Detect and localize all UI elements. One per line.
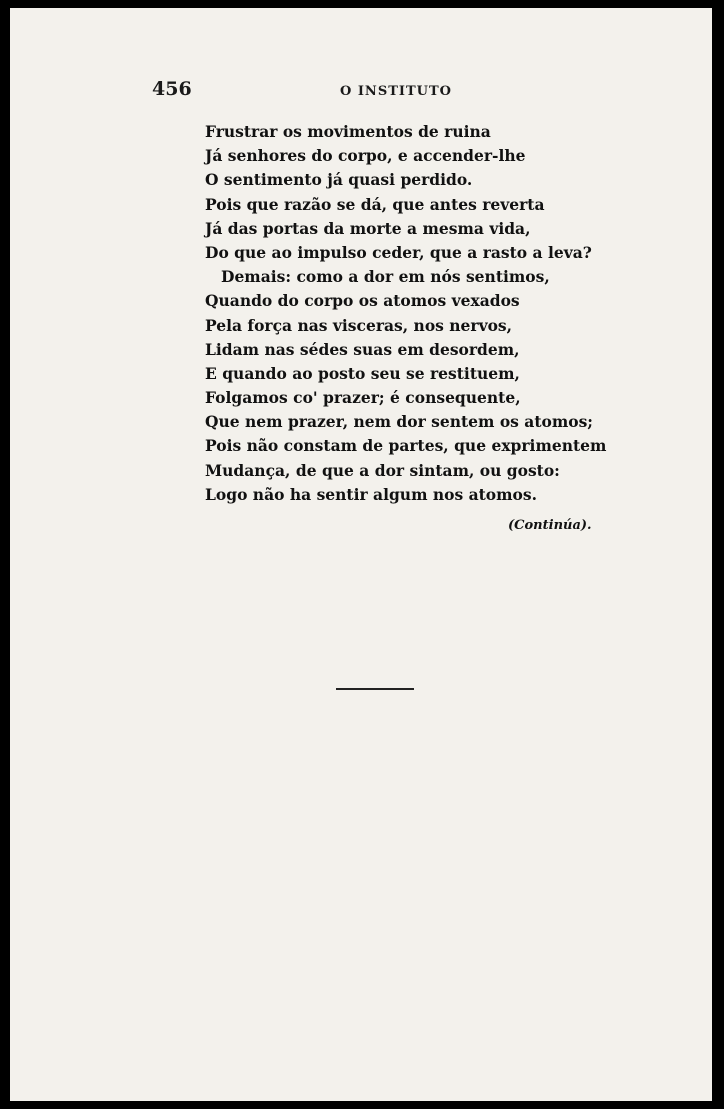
page-number: 456 [152,78,192,100]
poem-line: Que nem prazer, nem dor sentem os atomos; [205,412,594,432]
poem-line: Quando do corpo os atomos vexados [205,291,520,311]
poem-line: Pois não constam de partes, que exprimentem [205,436,607,456]
poem-line: Folgamos co' prazer; é consequente, [205,388,521,408]
poem-text [205,120,606,507]
poem-line: Lidam nas sédes suas em desordem, [205,339,520,359]
poem-line: Mudança, de que a dor sintam, ou gosto: [205,460,560,480]
poem-line: Já senhores do corpo, e accender-lhe [205,146,526,166]
document-page [10,8,712,1101]
poem-line: Pela força nas visceras, nos nervos, [205,315,513,335]
continued-note: (Continúa). [508,518,592,533]
poem-line: Frustrar os movimentos de ruina [205,122,491,141]
running-title: O INSTITUTO [340,84,452,99]
section-divider [336,688,414,690]
poem-line: Do que ao impulso ceder, que a rasto a leva? [205,242,592,262]
poem-line: Pois que razão se dá, que antes reverta [205,194,545,214]
poem-line: Logo não ha sentir algum nos atomos. [205,484,538,504]
poem-line: E quando ao posto seu se restituem, [205,363,520,383]
poem-line: Já das portas da morte a mesma vida, [205,218,531,238]
poem-line: Demais: como a dor em nós sentimos, [221,267,550,287]
poem-line: O sentimento já quasi perdido. [205,170,473,190]
